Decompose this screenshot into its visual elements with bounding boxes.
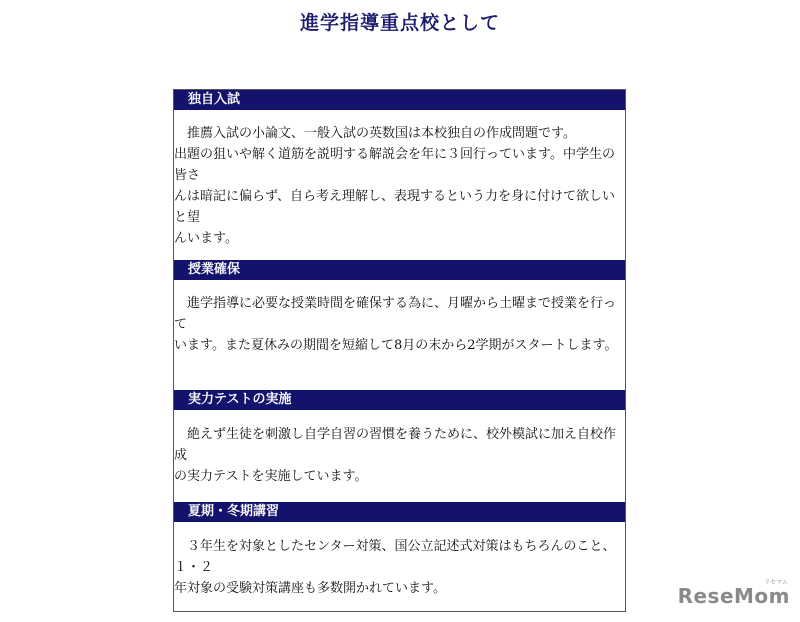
- section-heading: 独自入試: [174, 90, 625, 110]
- section-body: 進学指導に必要な授業時間を確保する為に、月曜から土曜まで授業を行って います。また夏休みの期間を短縮して8月の末から2学期がスタートします。: [174, 296, 618, 353]
- watermark-logo-sub: リセマム: [764, 579, 788, 586]
- watermark-logo: ReseMom: [677, 584, 790, 608]
- section-body: ３年生を対象としたセンター対策、国公立記述式対策はもちろんのこと、１・２ 年対象の受験対策講座も多数開かれています。: [174, 539, 616, 596]
- section-class-hours: [174, 260, 625, 390]
- section-proficiency-test: [174, 390, 625, 502]
- section-heading: 授業確保: [174, 260, 625, 280]
- page-title: 進学指導重点校として: [299, 12, 500, 34]
- section-body: 絶えず生徒を刺激し自学自習の習慣を養うために、校外模試に加え自校作成 の実力テストを実施しています。: [174, 427, 617, 484]
- section-independent-exam: [174, 90, 625, 260]
- section-heading: 実力テストの実施: [174, 390, 625, 410]
- section-seasonal-courses: [174, 502, 625, 612]
- content-box: [173, 89, 626, 612]
- section-body: 推薦入試の小論文、一般入試の英数国は本校独自の作成問題です。 出題の狙いや解く道筋を説明する解説会を年に３回行っています。中学生の皆さ んは暗記に偏らず、自ら考え理解し、表現するという力を身に付けて欲しいと望 んいます。: [174, 126, 615, 246]
- section-heading: 夏期・冬期講習: [174, 502, 625, 522]
